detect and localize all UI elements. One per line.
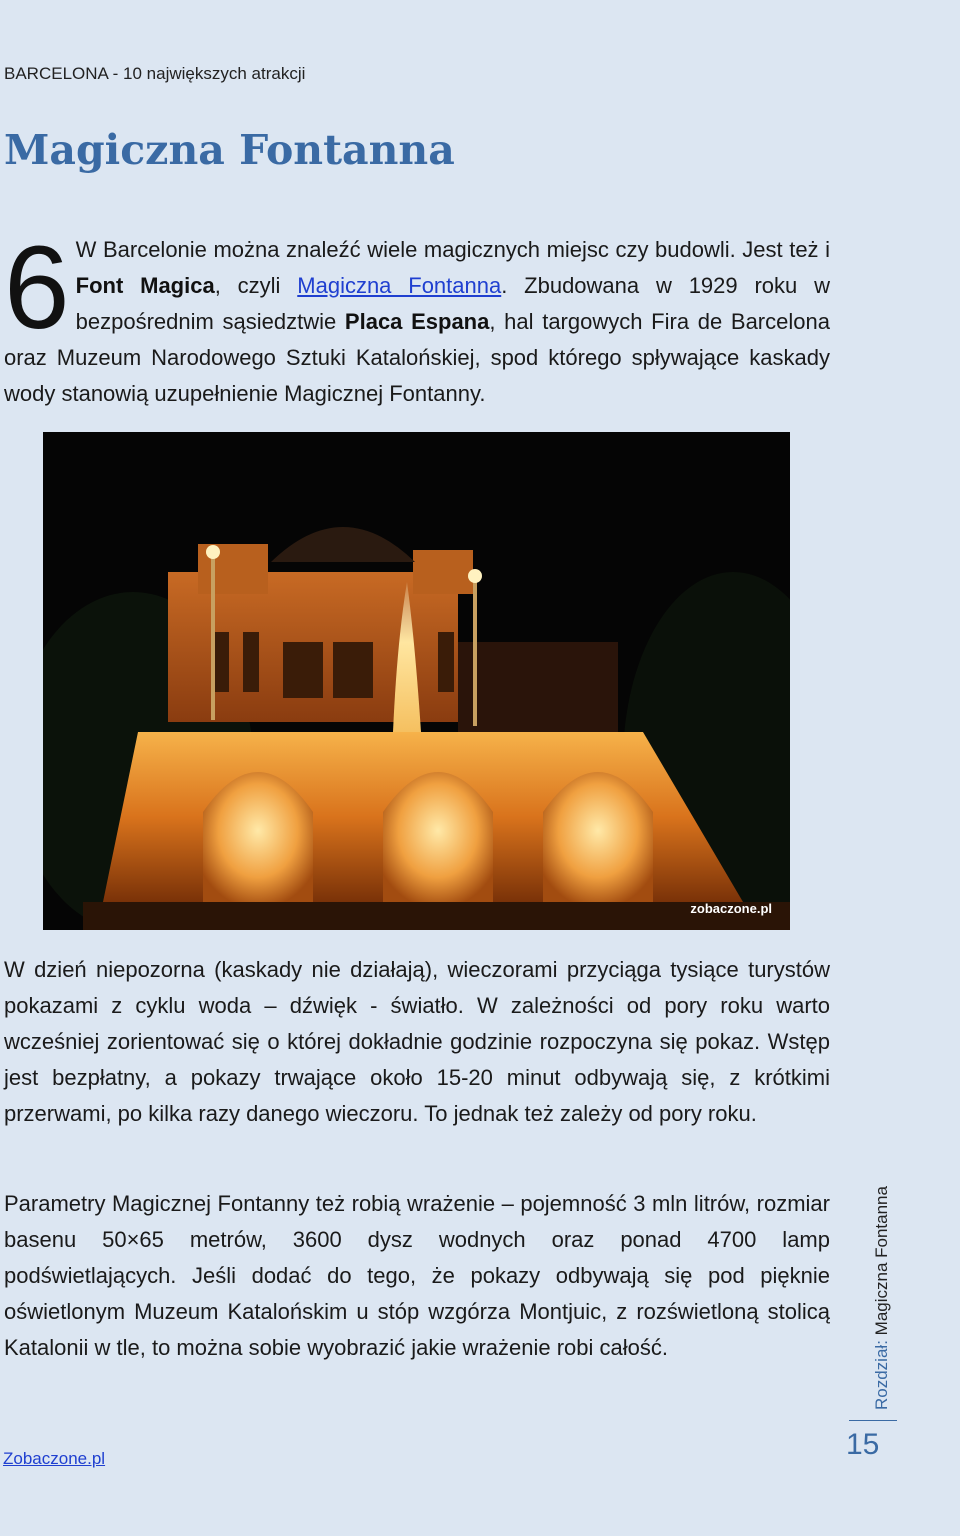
intro-text-4: , hal targowych Fira de Barcelona oraz Muzeum Narodowego Sztuki Katalońskiej, spod którego spływające kaskady wody stanowią uzupełnienie Magicznej Fontanny. <box>4 309 830 406</box>
running-header: BARCELONA - 10 największych atrakcji <box>4 64 306 83</box>
photo-watermark: zobaczone.pl <box>690 901 772 916</box>
chapter-divider <box>849 1420 897 1421</box>
magiczna-fontanna-link[interactable]: Magiczna Fontanna <box>297 273 502 298</box>
chapter-name: Magiczna Fontanna <box>872 1186 891 1336</box>
body-paragraph-2: Parametry Magicznej Fontanny też robią wrażenie – pojemność 3 mln litrów, rozmiar basenu 50×65 metrów, 3600 dysz wodnych oraz ponad 4700 lamp podświetlających. Jeśli dodać do tego, że pokazy odbywają się pod pięknie oświetlonym Muzeum Katalońskim u stóp wzgórza Montjuic, z rozświetloną stolicą Katalonii w tle, to można sobie wyobrazić jakie wrażenie robi całość. <box>4 1191 830 1360</box>
intro-text-2: , czyli <box>214 273 298 298</box>
page-title: Magiczna Fontanna <box>4 126 455 174</box>
drop-cap: 6 <box>4 222 70 354</box>
chapter-marker <box>872 1186 892 1410</box>
site-link[interactable]: Zobaczone.pl <box>3 1449 106 1468</box>
intro-bold-font-magica: Font Magica <box>75 273 215 298</box>
page-number: 15 <box>846 1428 880 1461</box>
intro-paragraph <box>4 222 830 412</box>
fountain-photo <box>43 432 790 930</box>
intro-bold-placa-espana: Placa Espana <box>344 309 490 334</box>
fountain-illustration <box>43 432 790 930</box>
body-paragraph-1: W dzień niepozorna (kaskady nie działają), wieczorami przyciąga tysiące turystów pokazami z cyklu woda – dźwięk - światło. W zależności od pory roku warto wcześniej zorientować się o której dokładnie godzinie rozpoczyna się pokaz. Wstęp jest bezpłatny, a pokazy trwające około 15-20 minut odbywają się, z krótkimi przerwami, po kilka razy danego wieczoru. To jednak też zależy od pory roku. <box>4 957 830 1126</box>
intro-text-1: W Barcelonie można znaleźć wiele magicznych miejsc czy budowli. Jest też i <box>75 237 830 262</box>
intro-text-3: . Zbudowana w 1929 roku w bezpośrednim sąsiedztwie <box>75 273 830 334</box>
chapter-label: Rozdział: <box>872 1340 891 1410</box>
